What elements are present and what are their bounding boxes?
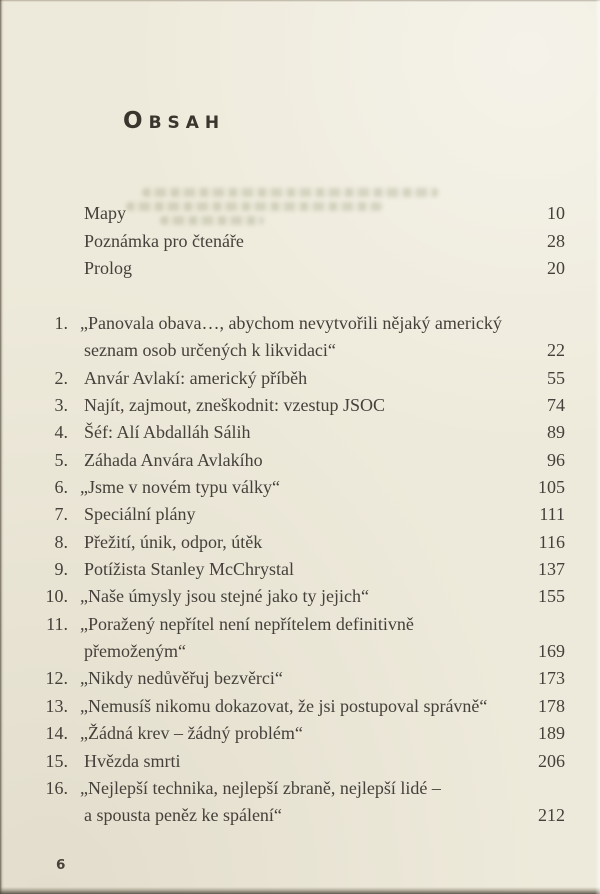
front-matter-row xyxy=(84,203,565,231)
chapter-page: 206 xyxy=(538,750,565,771)
chapter-page: 189 xyxy=(538,723,565,744)
chapter-number: 8. xyxy=(54,531,68,552)
chapter-row xyxy=(40,559,565,586)
front-matter-row xyxy=(84,258,565,286)
front-matter-row xyxy=(84,231,565,259)
chapter-title-line: Najít, zajmout, zneškodnit: vzestup JSOC xyxy=(84,395,385,416)
chapter-list xyxy=(40,313,565,833)
chapter-row xyxy=(40,450,565,477)
chapter-page: 55 xyxy=(547,367,565,388)
showthrough-line xyxy=(142,188,438,197)
chapter-title-line: „Jsme v novém typu války“ xyxy=(80,477,280,498)
chapter-page: 169 xyxy=(538,641,565,662)
front-matter-page: 20 xyxy=(547,258,565,278)
chapter-title-line: „Nikdy nedůvěřuj bezvěrci“ xyxy=(80,668,283,689)
chapter-page: 89 xyxy=(547,422,565,443)
chapter-title-line: „Panovala obava…, abychom nevytvořili nějaký americký xyxy=(80,313,502,333)
chapter-number: 4. xyxy=(54,422,68,443)
chapter-title-line: „Žádná krev – žádný problém“ xyxy=(80,723,303,744)
chapter-row xyxy=(40,340,565,367)
chapter-row xyxy=(40,751,565,778)
chapter-title-line: přemoženým“ xyxy=(84,641,186,662)
chapter-row xyxy=(40,504,565,531)
chapter-page: 22 xyxy=(547,340,565,361)
chapter-number: 5. xyxy=(54,449,68,470)
chapter-title-line: „Nejlepší technika, nejlepší zbraně, nejlepší lidé – xyxy=(80,777,441,798)
chapter-number: 12. xyxy=(45,668,68,689)
chapter-row xyxy=(40,778,565,805)
chapter-row xyxy=(40,641,565,668)
chapter-page: 96 xyxy=(547,449,565,470)
chapter-page: 111 xyxy=(539,504,565,525)
chapter-page: 137 xyxy=(538,559,565,580)
front-matter-page: 28 xyxy=(547,230,565,251)
chapter-title-line: Záhada Anvára Avlakího xyxy=(84,449,263,470)
chapter-number: 7. xyxy=(54,504,68,525)
chapter-row xyxy=(40,313,565,340)
chapter-number: 14. xyxy=(45,723,68,744)
chapter-row xyxy=(40,723,565,750)
chapter-row xyxy=(40,586,565,613)
page-edge-bottom xyxy=(0,887,600,894)
chapter-page: 105 xyxy=(538,477,565,498)
chapter-title-line: a spousta peněz ke spálení“ xyxy=(84,805,282,826)
page-title xyxy=(123,99,225,135)
chapter-title-line: „Nemusíš nikomu dokazovat, že jsi postupoval správně“ xyxy=(80,695,488,716)
chapter-page: 74 xyxy=(547,395,565,416)
folio-page-number: 6 xyxy=(56,857,67,873)
chapter-row xyxy=(40,395,565,422)
chapter-row xyxy=(40,532,565,559)
chapter-page: 212 xyxy=(538,805,565,826)
front-matter-label: Poznámka pro čtenáře xyxy=(84,230,244,251)
page-title-initial: O xyxy=(123,108,149,134)
page-edge-right xyxy=(595,0,600,894)
chapter-title-line: Anvár Avlakí: americký příběh xyxy=(84,367,308,388)
chapter-title-line: Hvězda smrti xyxy=(84,750,181,771)
chapter-title-line: „Poražený nepřítel není nepřítelem definitivně xyxy=(80,613,414,634)
chapter-number: 15. xyxy=(45,750,68,771)
chapter-title-line: Šéf: Alí Abdalláh Sálih xyxy=(84,422,251,443)
chapter-number: 1. xyxy=(54,313,68,333)
chapter-row xyxy=(40,696,565,723)
chapter-number: 6. xyxy=(54,477,68,498)
chapter-row xyxy=(40,614,565,641)
front-matter-list xyxy=(84,203,565,286)
front-matter-label: Mapy xyxy=(84,203,126,223)
chapter-title-line: Speciální plány xyxy=(84,504,196,525)
chapter-row xyxy=(40,668,565,695)
chapter-number: 11. xyxy=(46,613,68,634)
chapter-page: 178 xyxy=(538,695,565,716)
chapter-number: 2. xyxy=(54,367,68,388)
chapter-number: 3. xyxy=(54,395,68,416)
chapter-page: 116 xyxy=(538,531,565,552)
front-matter-page: 10 xyxy=(547,203,565,223)
chapter-row xyxy=(40,477,565,504)
chapter-page: 173 xyxy=(538,668,565,689)
chapter-row xyxy=(40,805,565,832)
chapter-number: 16. xyxy=(45,777,68,798)
chapter-number: 10. xyxy=(45,586,68,607)
chapter-number: 13. xyxy=(45,695,68,716)
page-edge-top xyxy=(0,0,600,2)
front-matter-label: Prolog xyxy=(84,258,133,278)
chapter-title-line: seznam osob určených k likvidaci“ xyxy=(84,340,336,361)
chapter-title-line: Potížista Stanley McChrystal xyxy=(84,559,294,580)
chapter-title-line: Přežití, únik, odpor, útěk xyxy=(84,531,263,552)
chapter-row xyxy=(40,368,565,395)
chapter-row xyxy=(40,422,565,449)
page-edge-left xyxy=(0,0,4,894)
chapter-title-line: „Naše úmysly jsou stejné jako ty jejich“ xyxy=(80,586,369,607)
page-title-rest: BSAH xyxy=(148,113,226,133)
chapter-page: 155 xyxy=(538,586,565,607)
chapter-number: 9. xyxy=(54,559,68,580)
